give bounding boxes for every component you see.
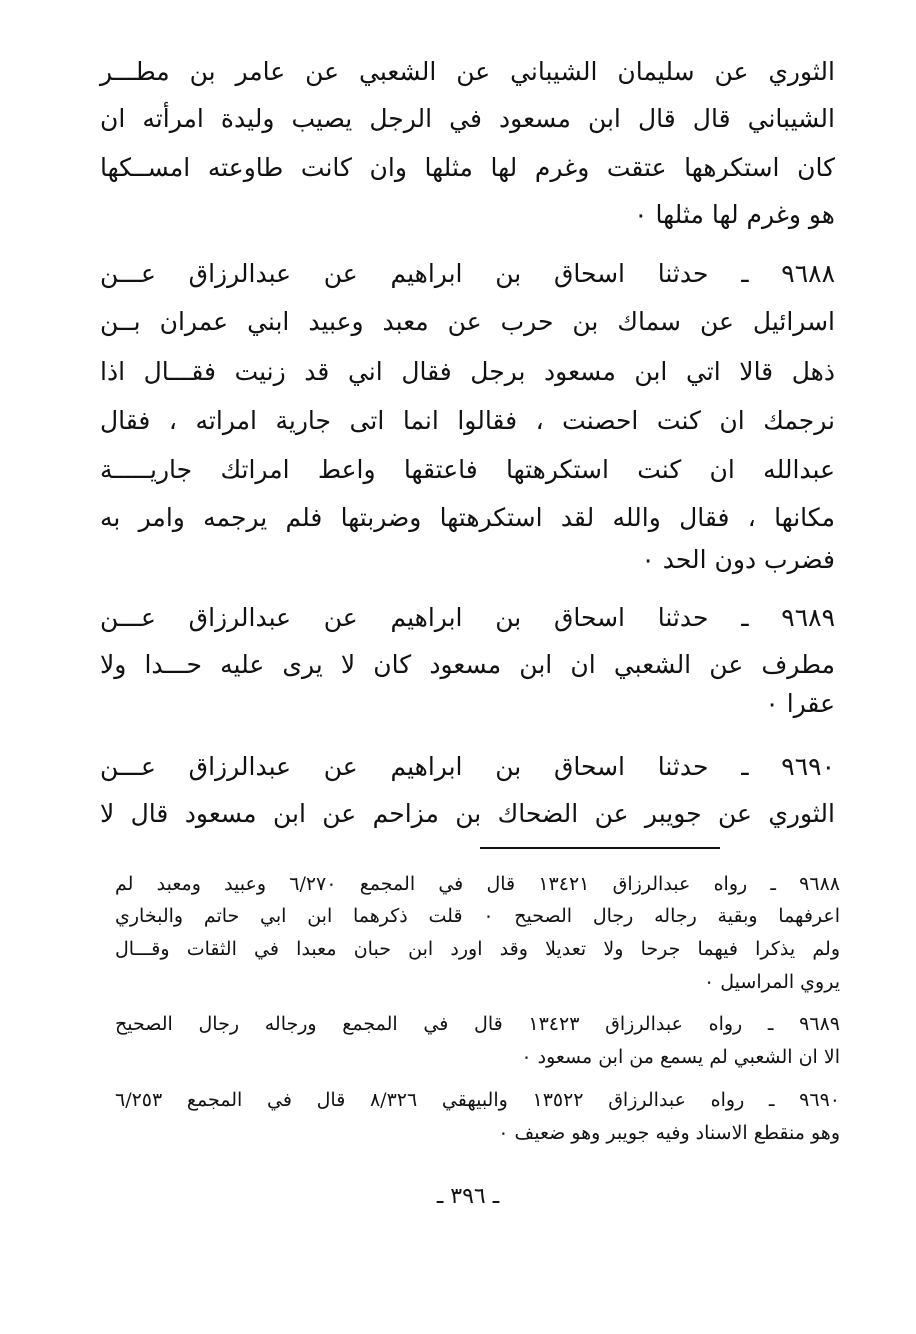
body-line: نرجمك ان كنت احصنت ، فقالوا انما اتى جارية امراته ، فقال: [100, 406, 835, 435]
body-line: الثوري عن سليمان الشيباني عن الشعبي عن عامر بن مطـــر: [100, 57, 835, 86]
body-line: اسرائيل عن سماك بن حرب عن معبد وعبيد ابني عمران بــن: [100, 307, 835, 336]
footnote-line: يروي المراسيل ٠: [704, 971, 840, 993]
body-line: كان استكرهها عتقت وغرم لها مثلها وان كانت طاوعته امســكها: [100, 153, 835, 182]
footnote-separator: [480, 847, 720, 849]
body-line: هو وغرم لها مثلها ٠: [634, 200, 835, 229]
body-line: عبدالله ان كنت استكرهتها فاعتقها واعط امراتك جاريـــــة: [100, 455, 835, 484]
footnote-line: ٩٦٩٠ ـ رواه عبدالرزاق ١٣٥٢٢ والبيهقي ٨/٣٢٦ قال في المجمع ٦/٢٥٣: [115, 1089, 840, 1111]
body-line: مطرف عن الشعبي ان ابن مسعود كان لا يرى عليه حـــدا ولا: [100, 650, 835, 679]
body-line: الشيباني قال قال ابن مسعود في الرجل يصيب وليدة امرأته ان: [100, 104, 835, 133]
hadith-heading-9690: ٩٦٩٠ ـ حدثنا اسحاق بن ابراهيم عن عبدالرزاق عـــن: [100, 752, 835, 781]
body-line: عقرا ٠: [765, 689, 835, 718]
footnote-line: ولم يذكرا فيهما جرحا ولا تعديلا وقد اورد ابن حبان معبدا في الثقات وقـــال: [115, 938, 840, 960]
footnote-line: اعرفهما وبقية رجاله رجال الصحيح ٠ قلت ذكرهما ابن ابي حاتم والبخاري: [115, 905, 841, 927]
body-line: ذهل قالا اتي ابن مسعود برجل فقال اني قد زنيت فقـــال اذا: [100, 357, 835, 386]
footnote-line: الا ان الشعبي لم يسمع من ابن مسعود ٠: [521, 1046, 840, 1068]
body-line: مكانها ، فقال والله لقد استكرهتها وضربتها فلم يرجمه وامر به: [100, 503, 835, 532]
body-line: الثوري عن جويبر عن الضحاك بن مزاحم عن ابن مسعود قال لا: [100, 799, 835, 828]
hadith-heading-9688: ٩٦٨٨ ـ حدثنا اسحاق بن ابراهيم عن عبدالرزاق عـــن: [100, 259, 835, 288]
page-number: ـ ٣٩٦ ـ: [436, 1184, 500, 1209]
body-line: فضرب دون الحد ٠: [641, 545, 835, 574]
footnote-line: ٩٦٨٩ ـ رواه عبدالرزاق ١٣٤٢٣ قال في المجمع ورجاله رجال الصحيح: [115, 1013, 840, 1035]
hadith-heading-9689: ٩٦٨٩ ـ حدثنا اسحاق بن ابراهيم عن عبدالرزاق عـــن: [100, 603, 835, 632]
footnote-line: ٩٦٨٨ ـ رواه عبدالرزاق ١٣٤٢١ قال في المجمع ٦/٢٧٠ وعبيد ومعبد لم: [115, 873, 840, 895]
footnote-line: وهو منقطع الاسناد وفيه جويبر وهو ضعيف ٠: [498, 1122, 840, 1144]
